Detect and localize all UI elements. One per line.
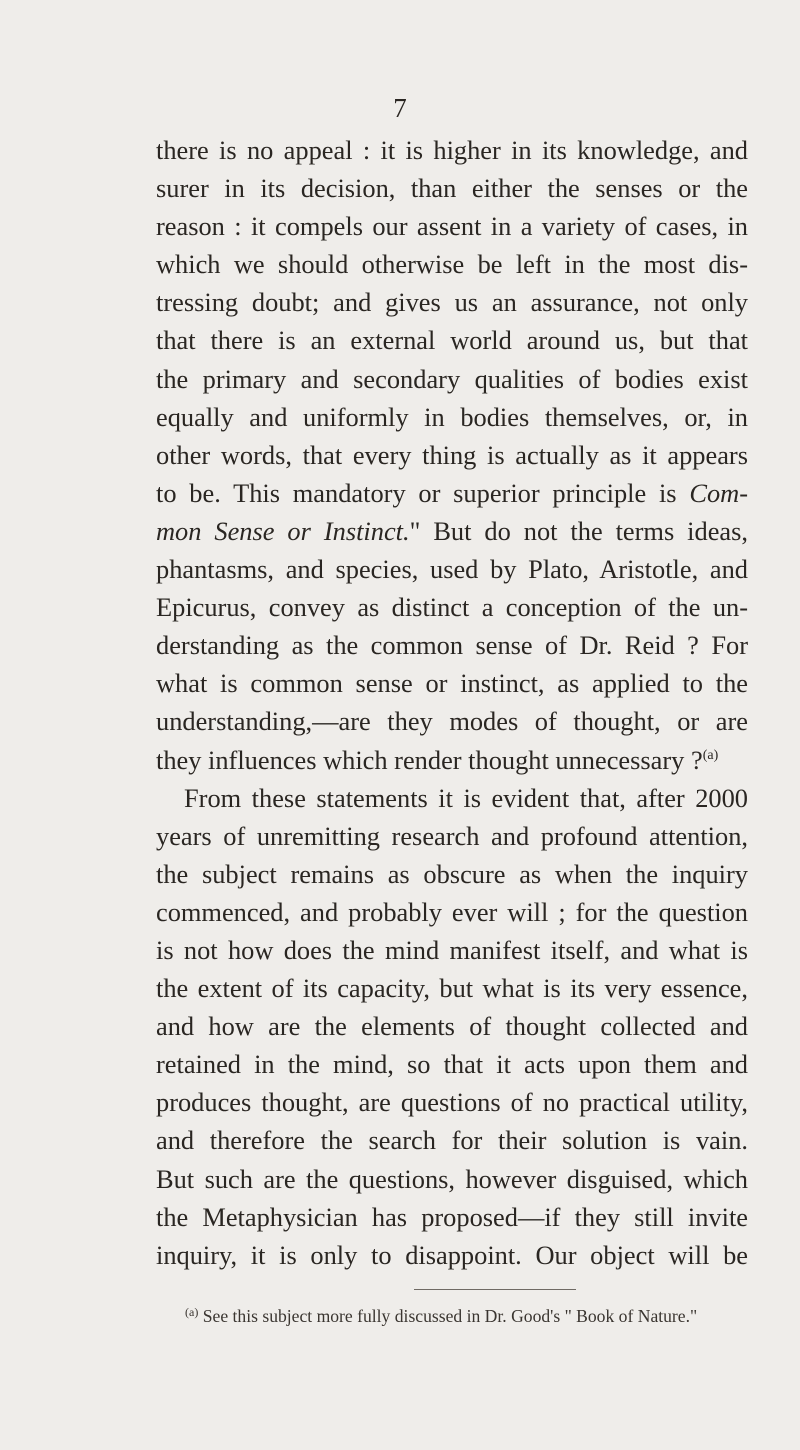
text-line: retained in the mind, so that it acts upon them and: [156, 1049, 748, 1080]
page-number: 7: [393, 93, 407, 123]
text-line: the primary and secondary qualities of bodies exist: [156, 363, 748, 394]
text-line: [156, 512, 748, 550]
text-line: the extent of its capacity, but what is its very essence,: [156, 973, 748, 1004]
footnote: [185, 1305, 750, 1327]
text-line: [156, 741, 748, 779]
text-line: other words, that every thing is actually as it appears: [156, 439, 748, 470]
paragraph-start-line: From these statements it is evident that, after 2000: [184, 782, 748, 813]
text-line: surer in its decision, than either the senses or the: [156, 173, 748, 204]
text-line: Epicurus, convey as distinct a conception of the un-: [156, 592, 748, 623]
text-line: which we should otherwise be left in the most dis-: [156, 249, 748, 280]
italic-term: Com-: [689, 477, 748, 508]
text-line: is not how does the mind manifest itself, and what is: [156, 934, 748, 965]
text-line: reason : it compels our assent in a variety of cases, in: [156, 211, 748, 242]
footnote-mark: (a): [185, 1305, 199, 1319]
text-line: what is common sense or instinct, as applied to the: [156, 668, 748, 699]
text-line: derstanding as the common sense of Dr. Reid ? For: [156, 630, 748, 661]
text-line: inquiry, it is only to disappoint. Our object will be: [156, 1239, 748, 1270]
italic-term: mon Sense or Instinct.: [156, 515, 410, 546]
text-line: that there is an external world around us, but that: [156, 325, 748, 356]
text-line-start: they influences which render thought unnecessary ?: [156, 744, 703, 775]
text-line: and therefore the search for their solution is vain.: [156, 1125, 748, 1156]
text-line: [156, 474, 748, 512]
text-line: the subject remains as obscure as when the inquiry: [156, 858, 748, 889]
footnote-reference: (a): [702, 747, 719, 763]
text-line-start: to be. This mandatory or superior principle is: [156, 477, 690, 508]
footnote-divider: [414, 1289, 576, 1290]
text-line: tressing doubt; and gives us an assurance, not only: [156, 287, 748, 318]
text-line: produces thought, are questions of no practical utility,: [156, 1087, 748, 1118]
text-line: years of unremitting research and profound attention,: [156, 820, 748, 851]
text-line: the Metaphysician has proposed—if they still invite: [156, 1201, 748, 1232]
text-line: commenced, and probably ever will ; for the question: [156, 896, 748, 927]
footnote-text: See this subject more fully discussed in Dr. Good's " Book of Nature.": [198, 1306, 698, 1326]
text-line: there is no appeal : it is higher in its knowledge, and: [156, 135, 748, 165]
text-line: understanding,—are they modes of thought, or are: [156, 706, 748, 737]
text-line: and how are the elements of thought collected and: [156, 1011, 748, 1042]
text-line: equally and uniformly in bodies themselves, or, in: [156, 401, 748, 432]
text-line-end: " But do not the terms ideas,: [409, 515, 748, 546]
text-line: But such are the questions, however disguised, which: [156, 1163, 748, 1194]
text-line: phantasms, and species, used by Plato, Aristotle, and: [156, 554, 748, 585]
body-text: [156, 131, 748, 1274]
